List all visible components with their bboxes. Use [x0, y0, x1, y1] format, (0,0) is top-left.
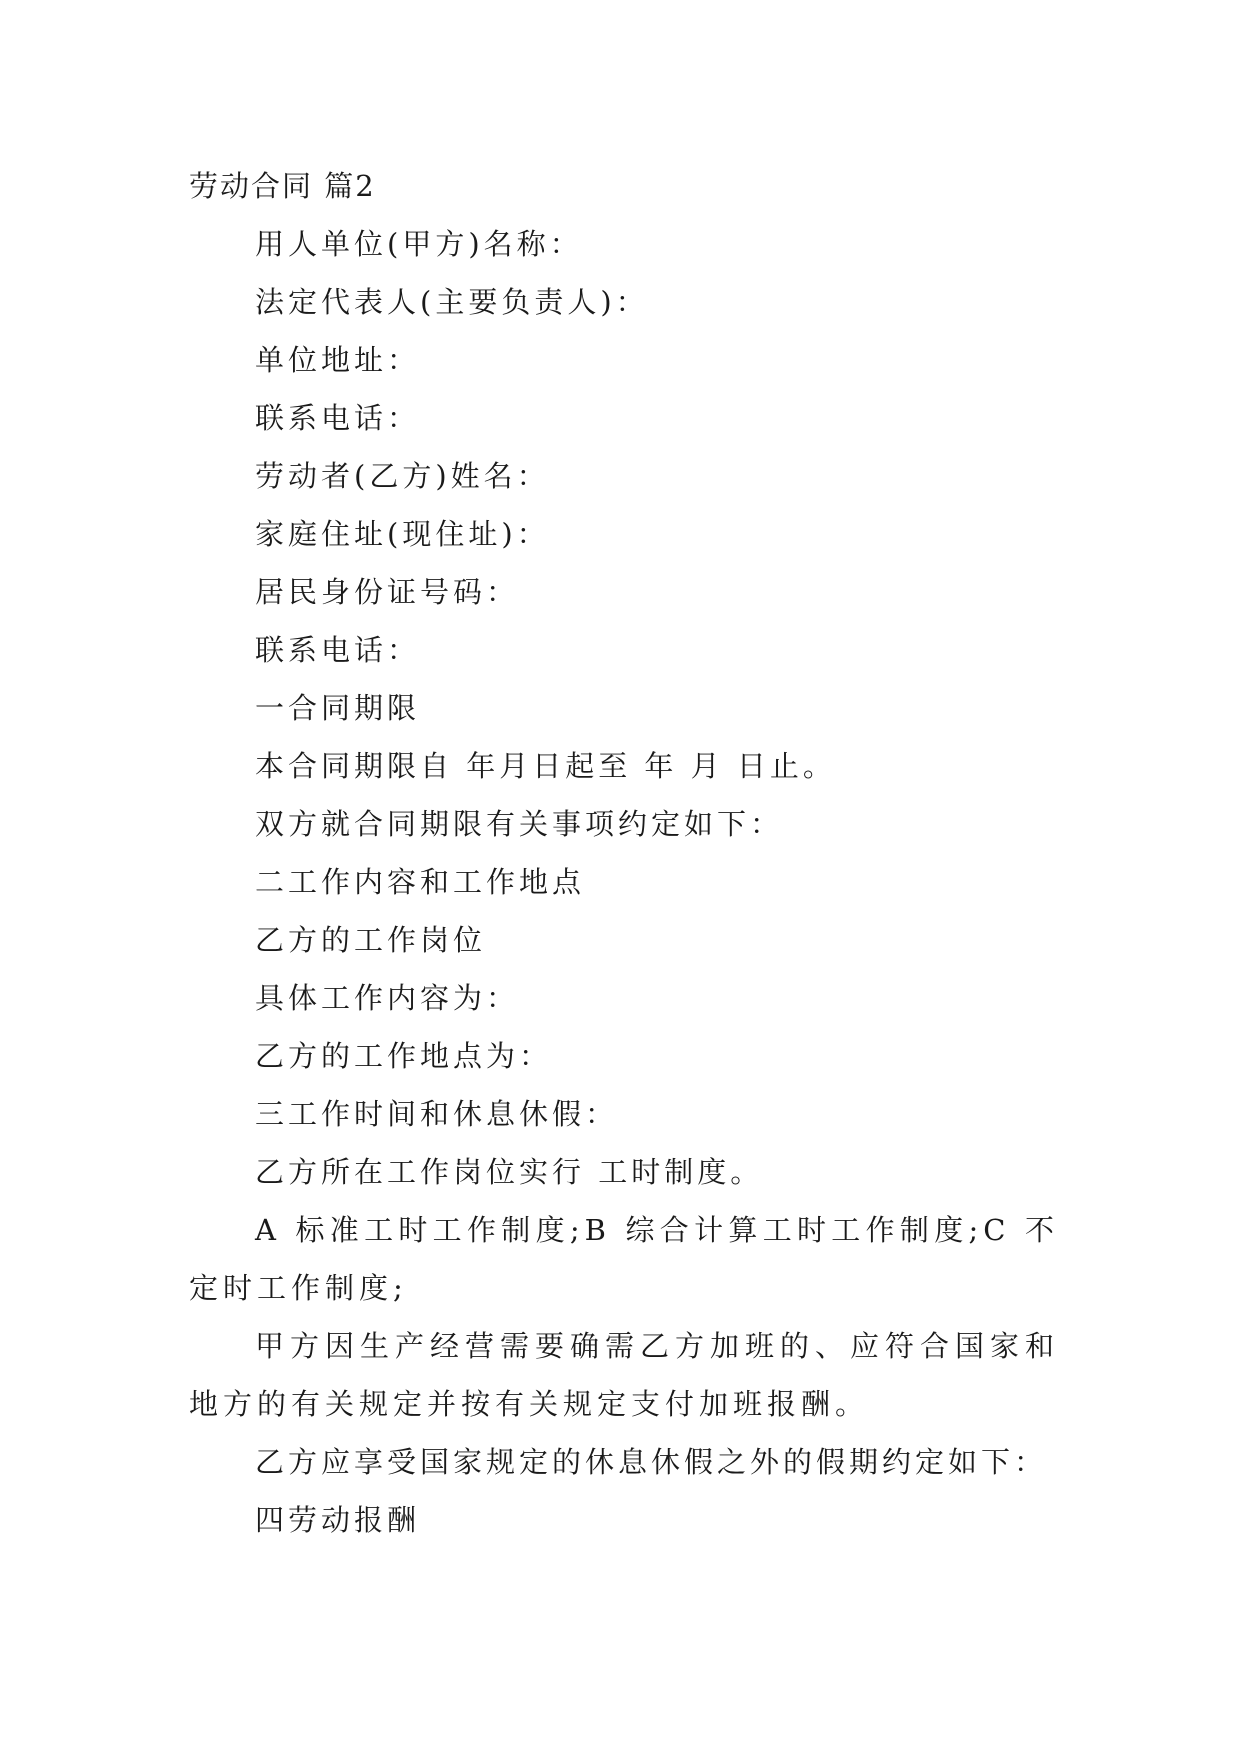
working-hours-system-line: 乙方所在工作岗位实行 工时制度。 [255, 1155, 764, 1189]
document-title: 劳动合同 篇2 [189, 169, 376, 203]
employer-name-line: 用人单位(甲方)名称： [255, 227, 583, 261]
overtime-paragraph: 甲方因生产经营需要确需乙方加班的、应符合国家和地方的有关规定并按有关规定支付加班报酬。 [189, 1329, 1059, 1421]
working-hours-options-paragraph: A 标准工时工作制度;B 综合计算工时工作制度;C 不定时工作制度; [189, 1213, 1059, 1305]
term-period-line: 本合同期限自 年月日起至 年 月 日止。 [255, 749, 836, 783]
work-content-line: 具体工作内容为： [255, 981, 520, 1015]
employee-name-line: 劳动者(乙方)姓名： [255, 459, 550, 493]
section-heading-remuneration: 四劳动报酬 [255, 1503, 421, 1537]
extra-leave-line: 乙方应享受国家规定的休息休假之外的假期约定如下： [255, 1445, 1048, 1479]
section-heading-work-content: 二工作内容和工作地点 [255, 865, 586, 899]
employer-phone-line: 联系电话： [255, 401, 421, 435]
legal-representative-line: 法定代表人(主要负责人)： [255, 285, 649, 319]
employer-address-line: 单位地址： [255, 343, 421, 377]
section-heading-term: 一合同期限 [255, 691, 421, 725]
id-number-line: 居民身份证号码： [255, 575, 520, 609]
employee-phone-line: 联系电话： [255, 633, 421, 667]
section-heading-working-hours: 三工作时间和休息休假： [255, 1097, 619, 1131]
document-body [189, 157, 1059, 1549]
term-agreement-line: 双方就合同期限有关事项约定如下： [255, 807, 784, 841]
work-position-line: 乙方的工作岗位 [255, 923, 487, 957]
work-location-line: 乙方的工作地点为： [255, 1039, 553, 1073]
employee-address-line: 家庭住址(现住址)： [255, 517, 550, 551]
